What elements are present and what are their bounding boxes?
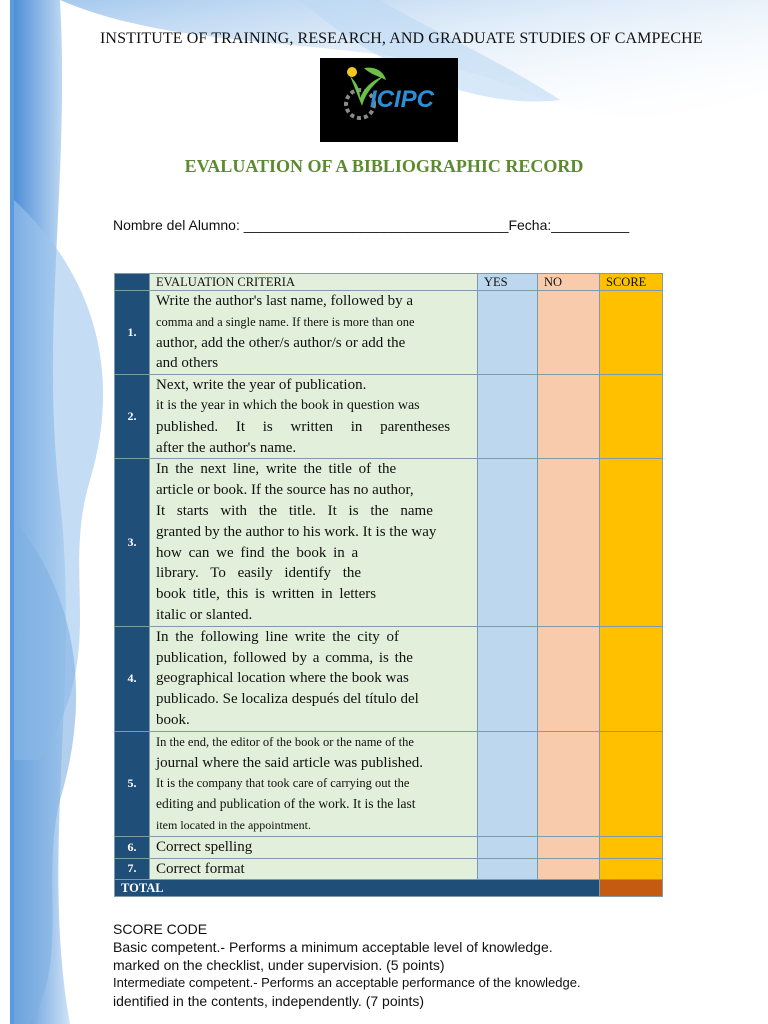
criteria-cell [150,858,478,880]
criteria-line: In the next line, write the title of the [156,461,397,478]
score-cell[interactable] [600,459,663,626]
row-number: 2. [115,375,150,459]
criteria-cell [150,375,478,459]
criteria-line: comma and a single name. If there is more than one [156,314,415,329]
criteria-cell [150,836,478,858]
total-score-cell[interactable] [600,880,663,897]
yes-cell[interactable] [478,375,538,459]
criteria-line: editing and publication of the work. It is the last [156,796,416,812]
criteria-line: author, add the other/s author/s or add the [156,334,406,351]
criteria-line: It is the company that took care of carrying out the [156,776,410,791]
logo-text: ICIPC [370,86,435,113]
table-row [115,858,663,880]
criteria-cell [150,459,478,626]
score-cell[interactable] [600,731,663,836]
criteria-line: it is the year in which the book in question was [156,397,420,413]
total-label: TOTAL [115,880,600,897]
score-code-section [113,920,653,1010]
criteria-line: It starts with the title. It is the name [156,502,433,519]
criteria-line: article or book. If the source has no author, [156,482,414,499]
row-number: 4. [115,626,150,731]
score-code-line: identified in the contents, independently. (7 points) [113,993,425,1009]
evaluation-table [114,273,663,897]
criteria-line: publicado. Se localiza después del título del [156,691,419,708]
score-code-line: Basic competent.- Performs a minimum acceptable level of knowledge. [113,939,553,955]
yes-cell[interactable] [478,626,538,731]
institute-name: INSTITUTE OF TRAINING, RESEARCH, AND GRADUATE STUDIES OF CAMPECHE [100,30,703,47]
criteria-line: library. To easily identify the [156,565,362,582]
score-code-line: marked on the checklist, under supervision. (5 points) [113,957,445,973]
criteria-line: after the author's name. [156,439,297,456]
table-row [115,375,663,459]
criteria-line: italic or slanted. [156,606,253,623]
criteria-cell [150,626,478,731]
header-yes: YES [478,274,538,291]
score-cell[interactable] [600,858,663,880]
no-cell[interactable] [538,459,600,626]
criteria-line: how can we find the book in a [156,544,359,561]
student-name-blank[interactable]: __________________________________ [243,217,509,233]
header-no: NO [538,274,600,291]
criteria-line: item located in the appointment. [156,817,311,832]
table-header-row [115,274,663,291]
date-label: Fecha: [508,217,552,233]
criteria-line: book title, this is written in letters [156,586,377,603]
document-title: EVALUATION OF A BIBLIOGRAPHIC RECORD [184,156,584,176]
table-row [115,731,663,836]
table-row [115,836,663,858]
criteria-line: Next, write the year of publication. [156,377,367,394]
yes-cell[interactable] [478,459,538,626]
student-name-label: Nombre del Alumno: [113,217,240,233]
total-row [115,880,663,897]
row-number: 6. [115,836,150,858]
criteria-line: and others [156,355,219,372]
criteria-cell [150,731,478,836]
no-cell[interactable] [538,626,600,731]
table-row [115,459,663,626]
criteria-line: Write the author's last name, followed by a [156,293,414,309]
no-cell[interactable] [538,375,600,459]
header-number-cell [115,274,150,291]
no-cell[interactable] [538,858,600,880]
table-row [115,626,663,731]
yes-cell[interactable] [478,291,538,375]
row-number: 1. [115,291,150,375]
criteria-line: granted by the author to his work. It is the way [156,523,437,540]
score-cell[interactable] [600,626,663,731]
row-number: 3. [115,459,150,626]
institute-logo [320,58,458,142]
score-cell[interactable] [600,836,663,858]
criteria-line: journal where the said article was published. [156,754,423,771]
date-blank[interactable]: __________ [551,217,630,233]
no-cell[interactable] [538,291,600,375]
criteria-line: Correct format [156,860,245,877]
row-number: 5. [115,731,150,836]
criteria-line: published. It is written in parentheses [156,418,451,435]
score-cell[interactable] [600,291,663,375]
criteria-line: publication, followed by a comma, is the [156,649,413,666]
yes-cell[interactable] [478,731,538,836]
no-cell[interactable] [538,731,600,836]
criteria-cell [150,291,478,375]
criteria-line: Correct spelling [156,838,253,855]
header-criteria: EVALUATION CRITERIA [150,274,478,291]
criteria-line: book. [156,711,190,728]
criteria-line: In the end, the editor of the book or the name of the [156,734,414,749]
student-name-line [113,217,629,233]
score-cell[interactable] [600,375,663,459]
no-cell[interactable] [538,836,600,858]
row-number: 7. [115,858,150,880]
yes-cell[interactable] [478,858,538,880]
criteria-line: geographical location where the book was [156,670,409,687]
yes-cell[interactable] [478,836,538,858]
table-row [115,291,663,375]
criteria-line: In the following line write the city of [156,628,400,645]
header-score: SCORE [600,274,663,291]
score-code-line: Intermediate competent.- Performs an acceptable performance of the knowledge. [113,975,581,990]
score-code-title: SCORE CODE [113,921,208,937]
